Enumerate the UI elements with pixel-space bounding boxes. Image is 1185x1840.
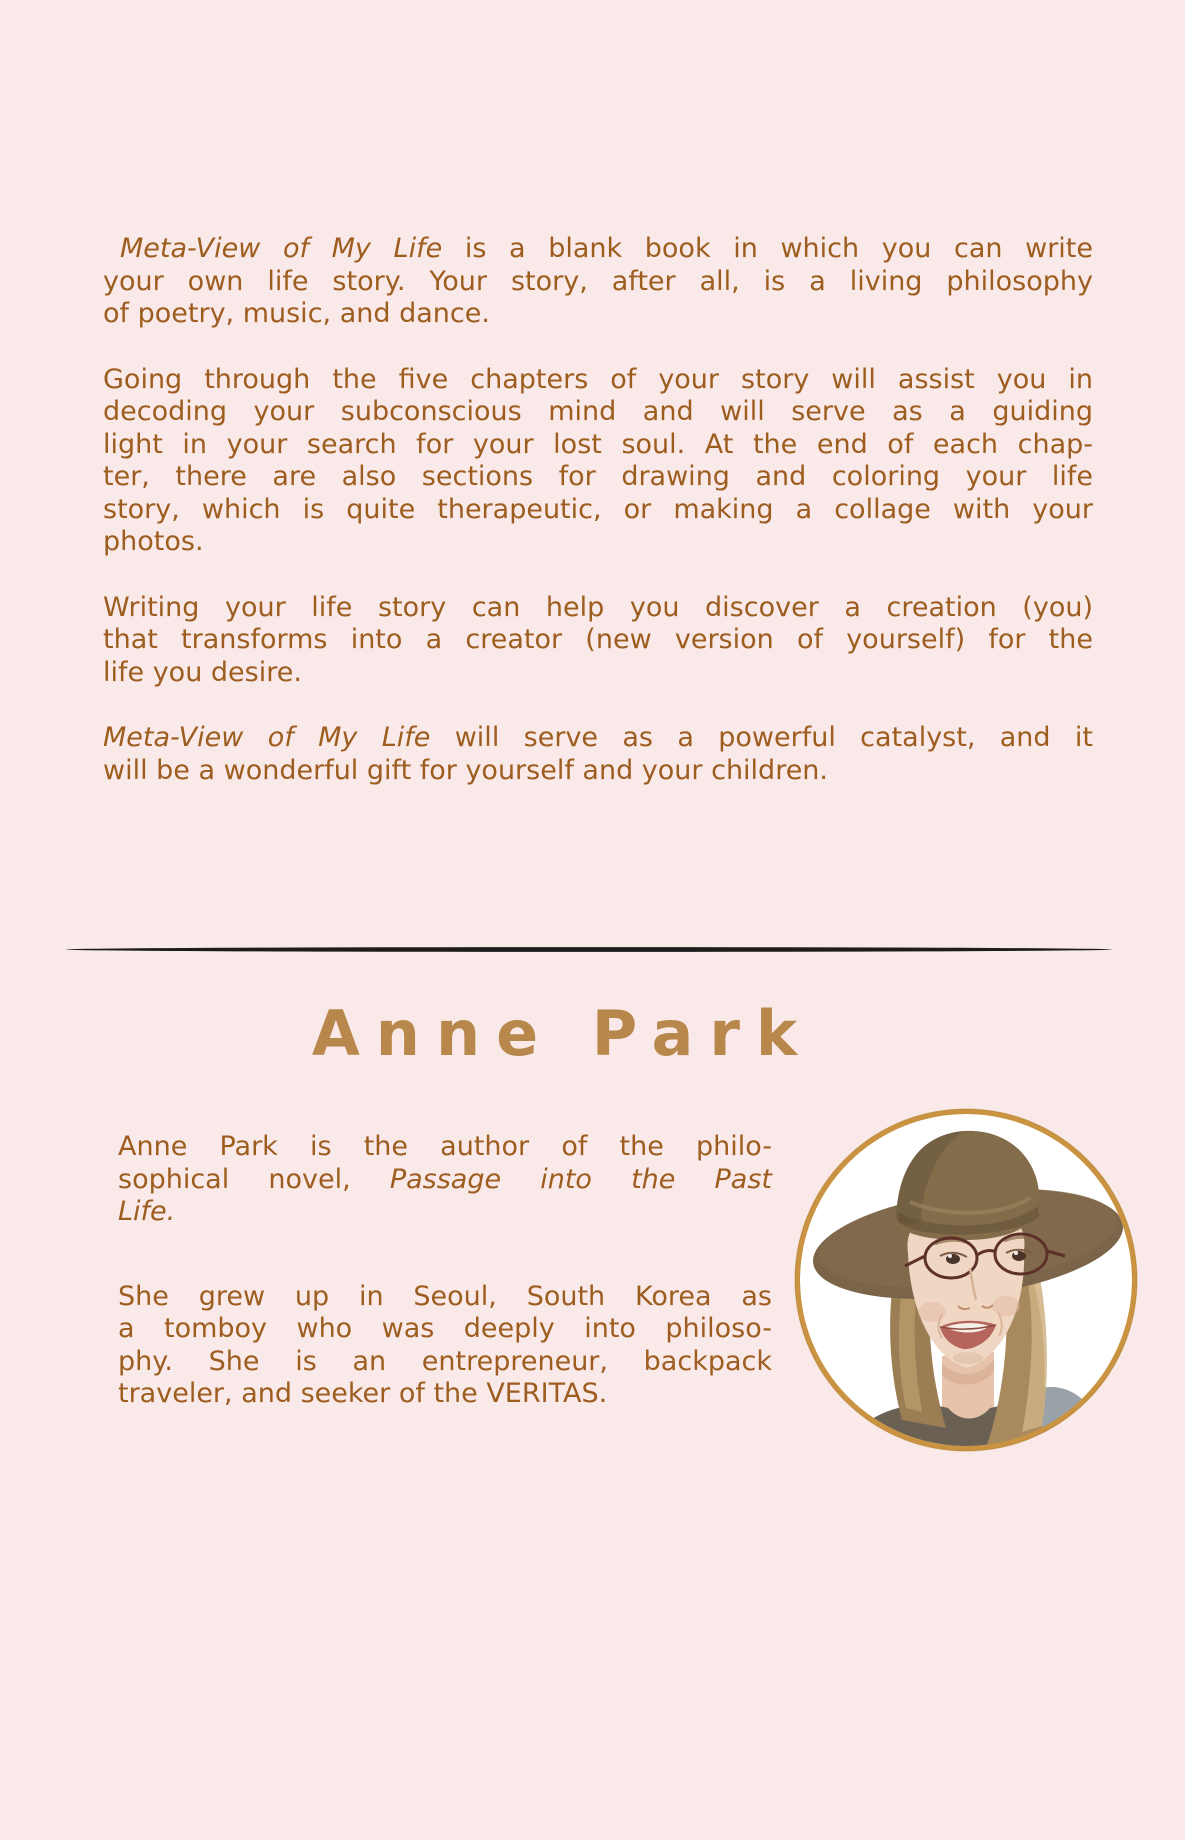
text-line: life you desire. <box>103 656 302 688</box>
text-line: traveler, and seeker of the VERITAS. <box>118 1378 608 1409</box>
synopsis-section <box>103 233 1093 820</box>
text-line: She grew up in Seoul, South Korea as <box>118 1280 772 1312</box>
synopsis-paragraph-4 <box>103 722 1093 787</box>
text-line: ter, there are also sections for drawing and coloring your life <box>103 461 1093 492</box>
synopsis-paragraph-3 <box>103 592 1093 690</box>
text-line: will be a wonderful gift for yourself and your children. <box>103 754 829 786</box>
text-line: Meta-View of My Life will serve as a powerful catalyst, and it <box>103 722 1094 753</box>
text-line: sophical novel, Passage into the Past <box>118 1163 773 1195</box>
synopsis-paragraph-1 <box>103 233 1093 331</box>
author-photo <box>792 1106 1140 1454</box>
text-line: Life. <box>118 1196 176 1227</box>
author-portrait-image <box>792 1106 1140 1454</box>
text-line: Meta-View of My Life is a blank book in which you can write <box>120 233 1093 264</box>
text-line: of poetry, music, and dance. <box>103 298 490 329</box>
text-line: Writing your life story can help you discover a creation (you) <box>103 591 1093 623</box>
bio-paragraph-2 <box>118 1281 772 1411</box>
text-line: that transforms into a creator (new version of yourself) for the <box>103 624 1093 655</box>
synopsis-paragraph-2 <box>103 364 1093 559</box>
text-line: light in your search for your lost soul. At the end of each chap- <box>103 428 1093 460</box>
author-name-title: Anne Park <box>311 997 814 1070</box>
text-line: Going through the five chapters of your story will assist you in <box>103 363 1093 395</box>
divider-line <box>66 938 1112 945</box>
author-bio-section <box>118 1131 772 1463</box>
text-line: story, which is quite therapeutic, or making a collage with your <box>103 493 1093 525</box>
text-line: a tomboy who was deeply into philoso- <box>118 1313 772 1344</box>
text-line: your own life story. Your story, after all, is a living philosophy <box>103 265 1093 297</box>
text-line: phy. She is an entrepreneur, backpack <box>118 1345 772 1377</box>
text-line: decoding your subconscious mind and will serve as a guiding <box>103 396 1093 427</box>
bio-paragraph-1 <box>118 1131 772 1229</box>
text-line: photos. <box>103 526 204 557</box>
text-line: Anne Park is the author of the philo- <box>118 1131 772 1162</box>
